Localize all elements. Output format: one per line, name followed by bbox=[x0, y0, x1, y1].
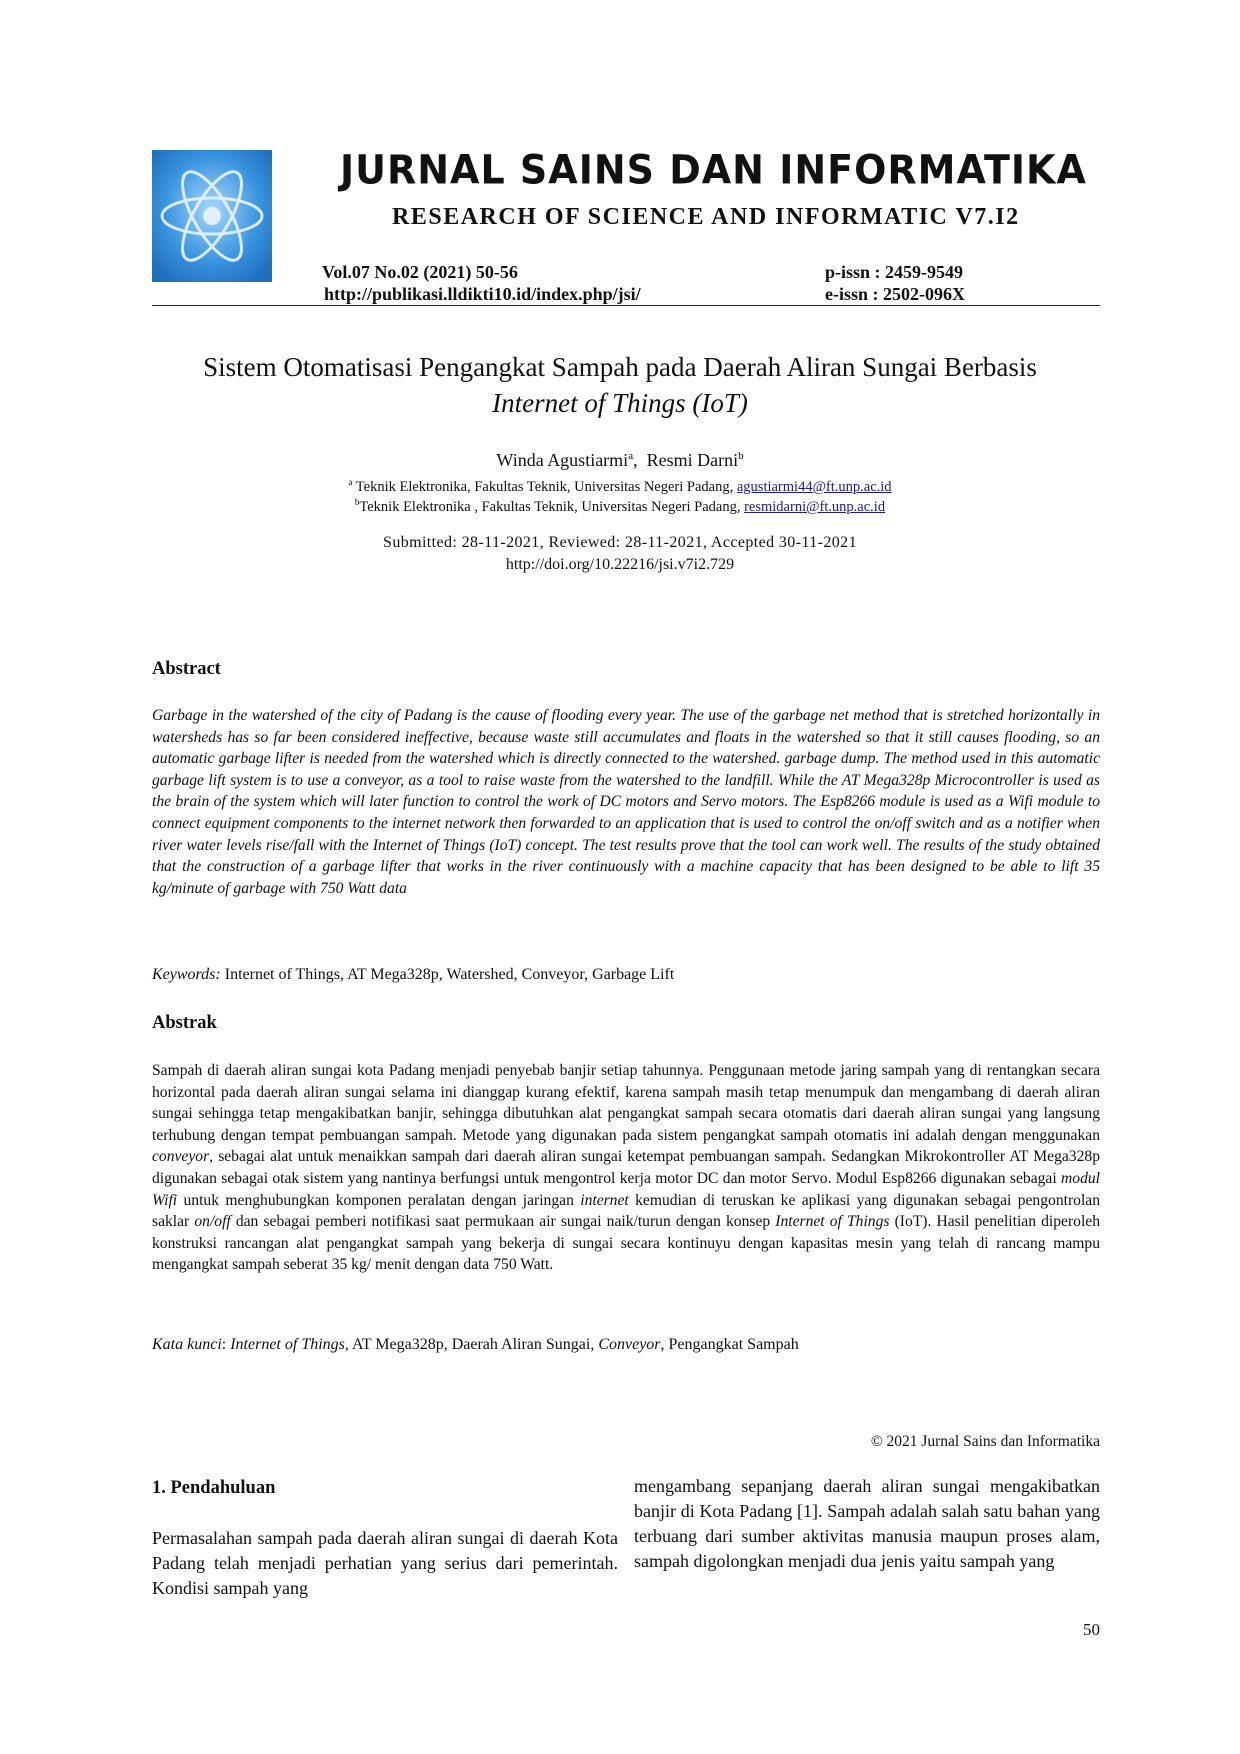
aff-sup: a bbox=[348, 477, 353, 487]
page-number: 50 bbox=[1083, 1620, 1100, 1639]
author-sup: a bbox=[628, 450, 634, 462]
abstrak-italic: on/off bbox=[194, 1213, 231, 1231]
journal-logo bbox=[152, 150, 272, 282]
keywords bbox=[152, 966, 674, 984]
submission-dates: Submitted: 28-11-2021, Reviewed: 28-11-2021, Accepted 30-11-2021 bbox=[383, 534, 857, 551]
kw-text: , AT Mega328p, Daerah Aliran Sungai, bbox=[344, 1336, 599, 1353]
pissn: p-issn : 2459-9549 bbox=[825, 262, 964, 282]
authors: Winda Agustiarmi$^a$, Resmi Darni$^b$ bbox=[496, 450, 744, 470]
copyright: © 2021 Jurnal Sains dan Informatika bbox=[870, 1433, 1100, 1450]
aff-sup: b bbox=[354, 497, 360, 507]
left-column-text: Permasalahan sampah pada daerah aliran sungai di daerah Kota Padang telah menjadi perhatian yang serius dari pemerintah. Kondisi sampah yang bbox=[152, 1528, 618, 1598]
abstrak-seg: dan sebagai pemberi notifikasi saat permukaan air sungai naik/turun dengan konsep bbox=[230, 1213, 776, 1231]
atom-logo-icon bbox=[152, 150, 272, 282]
kata-kunci-label: Kata kunci bbox=[152, 1336, 222, 1353]
abstrak-seg: , sebagai alat untuk menaikkan sampah dari daerah aliran sungai ketempat pembuangan sampah. Sedangkan Mikrokontroller AT Mega328p digunakan sebagai otak sistem yang nantinya berfungsi untuk mengontrol kerja motor DC dan motor Servo. Modul Esp8266 digunakan sebagai bbox=[152, 1148, 1100, 1187]
eissn: e-issn : 2502-096X bbox=[825, 284, 965, 304]
kw-sep: : bbox=[221, 1336, 231, 1353]
abstrak-seg: (IoT). Hasil penelitian diperoleh konstruksi rancangan alat pengangkat sampah yang bekerja di sungai secara kontinuyu dengan kapasitas mesin yang telah di rancang mampu mengangkat sampah seberat 35 kg/ menit dengan data 750 Watt. bbox=[152, 1213, 1100, 1274]
abstrak-seg: untuk menghubungkan komponen peralatan dengan jaringan bbox=[177, 1191, 581, 1209]
journal-subtitle: RESEARCH OF SCIENCE AND INFORMATIC V7.I2 bbox=[392, 204, 1020, 230]
author-name: Resmi Darni bbox=[646, 450, 739, 470]
author-name: Winda Agustiarmi bbox=[496, 450, 629, 470]
journal-name: JURNAL SAINS DAN INFORMATIKA bbox=[340, 146, 1087, 194]
abstrak-italic: conveyor bbox=[152, 1148, 210, 1166]
abstrak-heading: Abstrak bbox=[152, 1013, 217, 1033]
email-link[interactable]: agustiarmi44@ft.unp.ac.id bbox=[736, 478, 892, 495]
kw-text: , Pengangkat Sampah bbox=[660, 1336, 799, 1353]
article-title-line2: Internet of Things (IoT) bbox=[492, 388, 748, 418]
affiliation-b bbox=[0, 497, 1240, 516]
abstract-text: Garbage in the watershed of the city of Padang is the cause of flooding every year. The use of the garbage net method that is stretched horizontally in watersheds has so far been considered ineffective, because waste still accumulates and floats in the watershed so that it still causes flooding, so an automatic garbage lifter is needed from the watershed which is directly connected to the watershed. garbage dump. The method used in this automatic garbage lift system is to use a conveyor, as a tool to raise waste from the watershed to the landfill. While the AT Mega328p Microcontroller is used as the brain of the system which will later function to control the work of DC motors and Servo motors. The Esp8266 module is used as a Wifi module to connect equipment components to the internet network then forwarded to an application that is used to control the on/off switch and as a notifier when river water levels rise/fall with the Internet of Things (IoT) concept. The test results prove that the tool can work well. The results of the study obtained that the construction of a garbage lifter that works in the river continuously with a machine capacity that has been designed to be able to lift 35 kg/minute of garbage with 750 Watt data bbox=[152, 707, 1100, 897]
doi-link[interactable]: http://doi.org/10.22216/jsi.v7i2.729 bbox=[505, 556, 735, 573]
affiliation-a bbox=[0, 477, 1240, 496]
section-heading: 1. Pendahuluan bbox=[152, 1478, 276, 1498]
keywords-label: Keywords: bbox=[152, 966, 221, 983]
abstrak-seg: kemudian di teruskan ke aplikasi yang digunakan sebagai pengontrolan saklar bbox=[152, 1191, 1100, 1231]
journal-url[interactable]: http://publikasi.lldikti10.id/index.php/jsi/ bbox=[324, 284, 641, 304]
email-link[interactable]: resmidarni@ft.unp.ac.id bbox=[744, 498, 886, 515]
aff-text: Teknik Elektronika , Fakultas Teknik, Universitas Negeri Padang, bbox=[359, 498, 745, 515]
abstrak-text bbox=[152, 1060, 1100, 1276]
abstrak-italic: modul Wifi bbox=[152, 1169, 1100, 1209]
abstrak-italic: internet bbox=[580, 1191, 629, 1209]
right-column-text: mengambang sepanjang daerah aliran sungai mengakibatkan banjir di Kota Padang [1]. Sampah adalah salah satu bahan yang terbuang dari sumber aktivitas manusia maupun proses alam, sampah digolongkan menjadi dua jenis yaitu sampah yang bbox=[634, 1476, 1100, 1571]
abstrak-seg: Sampah di daerah aliran sungai kota Padang menjadi penyebab banjir setiap tahunnya. Penggunaan metode jaring sampah yang di rentangkan secara horizontal pada daerah aliran sungai selama ini dianggap kurang efektif, karena sampah masih tetap menumpuk dan mengambang di daerah aliran sungai sehingga tetap mengakibatkan banjir, sehingga dibutuhkan alat pengangkat sampah secara otomatis dari daerah aliran sungai yang langsung terhubung dengan tempat pembuangan sampah. Metode yang digunakan pada sistem pengangkat sampah otomatis ini adalah dengan menggunakan bbox=[152, 1062, 1100, 1144]
kata-kunci bbox=[152, 1336, 799, 1354]
article-title: Sistem Otomatisasi Pengangkat Sampah pada Daerah Aliran Sungai Berbasis bbox=[203, 352, 1037, 382]
keywords-list: Internet of Things, AT Mega328p, Watershed, Conveyor, Garbage Lift bbox=[220, 966, 675, 983]
abstract-heading: Abstract bbox=[152, 659, 221, 679]
header-rule bbox=[152, 305, 1100, 306]
aff-text: Teknik Elektronika, Fakultas Teknik, Universitas Negeri Padang, bbox=[352, 478, 737, 495]
author-sup: b bbox=[738, 450, 744, 462]
abstrak-italic: Internet of Things bbox=[775, 1213, 890, 1231]
kw-italic: Conveyor bbox=[598, 1336, 661, 1353]
volume-info: Vol.07 No.02 (2021) 50-56 bbox=[322, 262, 518, 282]
kw-italic: Internet of Things bbox=[230, 1336, 345, 1353]
